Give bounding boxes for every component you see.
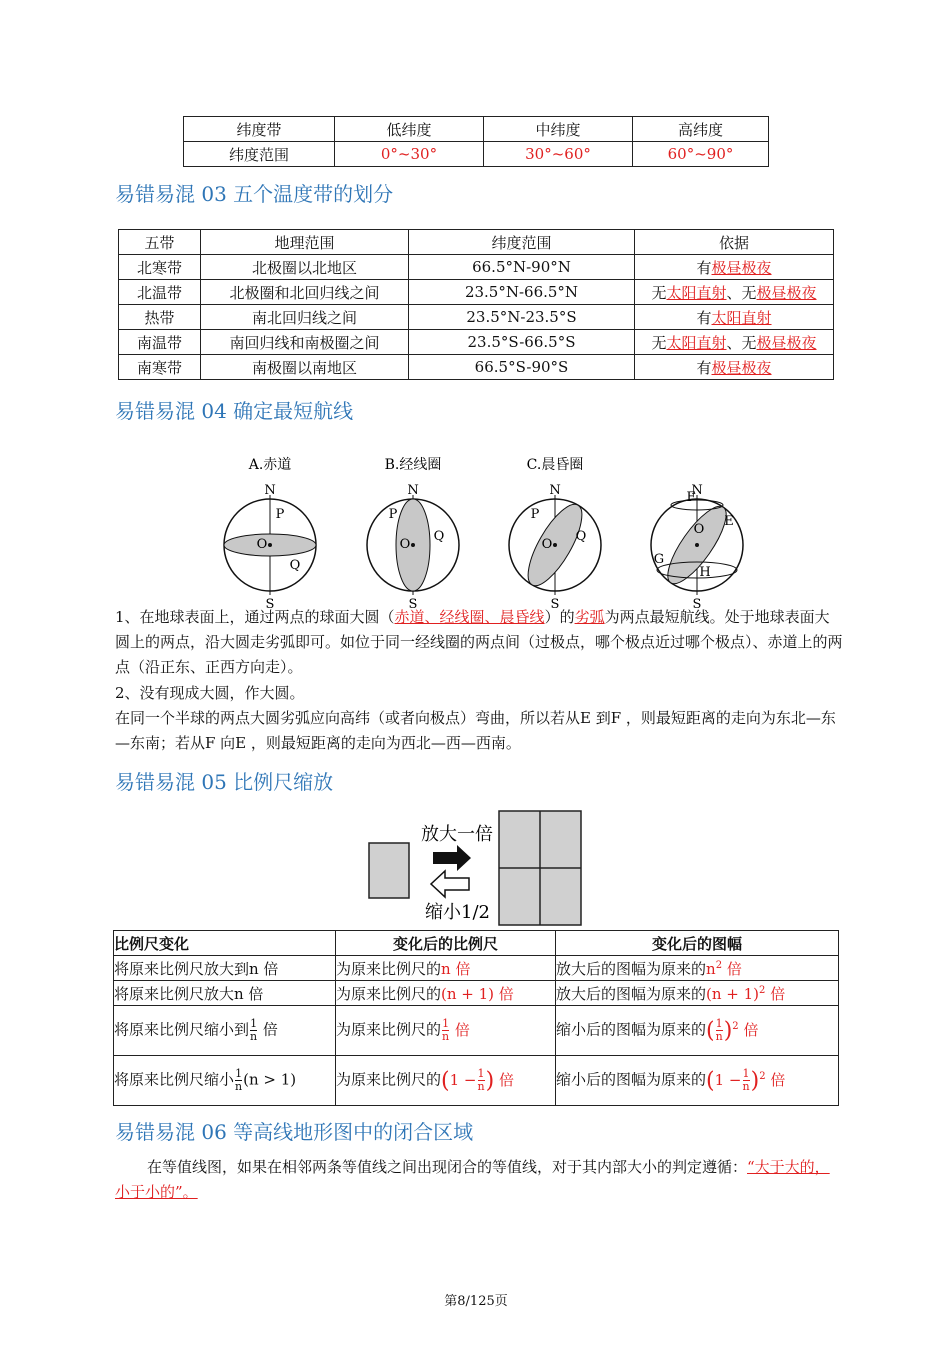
cell: 北温带 [119, 280, 201, 305]
great-circle-diagrams [210, 450, 750, 610]
globe-label: P [275, 507, 285, 522]
highlight: “大于大的，小于小的”。 [115, 1158, 830, 1202]
cell: 热带 [119, 305, 201, 330]
globe-label: H [699, 565, 711, 580]
cell: 北极圈和北回归线之间 [201, 280, 409, 305]
table-row [119, 305, 834, 330]
globe-label: C.晨昏圈 [526, 457, 584, 473]
cell: 五带 [119, 230, 201, 255]
globe-label: A.赤道 [248, 457, 292, 473]
basis-cell: 无太阳直射、无极昼极夜 [635, 280, 834, 305]
cell: 为原来比例尺的n 倍 [336, 956, 556, 981]
globe-label: N [691, 483, 703, 498]
table-row [114, 956, 839, 981]
paragraph-06 [115, 1155, 843, 1205]
text: 在等值线图，如果在相邻两条等值线之间出现闭合的等值线，对于其内部大小的判定遵循： [147, 1158, 748, 1176]
highlight: 赤道、经线圈、晨昏线 [394, 608, 545, 626]
cell: 南北回归线之间 [201, 305, 409, 330]
globe-label: S [408, 597, 418, 610]
globe-1 [367, 495, 459, 595]
cell: 北极圈以北地区 [201, 255, 409, 280]
paragraph-04 [115, 605, 843, 756]
globe-label: G [653, 552, 665, 567]
globe-label: N [264, 483, 276, 498]
shrink-label: 缩小1/2 [425, 902, 490, 923]
table-row [119, 330, 834, 355]
table-row [119, 280, 834, 305]
globe-label: O [693, 522, 705, 537]
cell: 缩小后的图幅为原来的( $\frac{1}{n}$ )$^2$ 倍 [556, 1006, 839, 1056]
globe-label: P [388, 507, 398, 522]
heading-05: 易错易混 05 比例尺缩放 [115, 770, 334, 794]
globe-label: B.经线圈 [384, 457, 442, 473]
highlight: 劣弧 [574, 608, 605, 626]
globe-label: Q [575, 529, 587, 544]
cell: 南回归线和南极圈之间 [201, 330, 409, 355]
basis-cell: 有极昼极夜 [635, 255, 834, 280]
cell: 66.5°S-90°S [409, 355, 635, 380]
latitude-zone-table [183, 116, 769, 167]
cell: 变化后的比例尺 [336, 931, 556, 956]
cell: 南寒带 [119, 355, 201, 380]
cell: 高纬度 [633, 117, 769, 142]
table-row [114, 981, 839, 1006]
globe-3 [651, 495, 743, 595]
cell: 0°~30° [335, 142, 484, 167]
cell: 将原来比例尺缩小到 $\frac{1}{n}$ 倍 [114, 1006, 336, 1056]
cell: 依据 [635, 230, 834, 255]
heading-03: 易错易混 03 五个温度带的划分 [115, 182, 394, 206]
cell: 放大后的图幅为原来的$(n + 1)^2$ 倍 [556, 981, 839, 1006]
cell: 66.5°N-90°N [409, 255, 635, 280]
globe-label: S [265, 597, 275, 610]
heading-06: 易错易混 06 等高线地形图中的闭合区域 [115, 1120, 474, 1144]
globe-label: N [549, 483, 561, 498]
globe-label: Q [289, 558, 301, 573]
cell: 为原来比例尺的(n + 1) 倍 [336, 981, 556, 1006]
basis-cell: 有太阳直射 [635, 305, 834, 330]
cell: 纬度范围 [409, 230, 635, 255]
scale-diagram [365, 808, 585, 928]
globe-2 [509, 495, 601, 595]
globe-label: O [541, 537, 553, 552]
globe-label: P [530, 507, 540, 522]
text: ）的 [544, 608, 575, 626]
basis-cell: 有极昼极夜 [635, 355, 834, 380]
cell: 23.5°S-66.5°S [409, 330, 635, 355]
table-row [114, 1006, 839, 1056]
cell: 纬度范围 [184, 142, 335, 167]
cell: 南极圈以南地区 [201, 355, 409, 380]
globe-label: E [724, 514, 734, 529]
text: 2、没有现成大圆，作大圆。 [115, 683, 305, 702]
globe-0 [224, 495, 316, 595]
cell: 将原来比例尺缩小 $\frac{1}{n}$ (n > 1) [114, 1056, 336, 1106]
globe-label: F [686, 490, 696, 505]
globe-label: O [399, 537, 411, 552]
globe-label: N [407, 483, 419, 498]
heading-04: 易错易混 04 确定最短航线 [115, 399, 354, 423]
cell: 北寒带 [119, 255, 201, 280]
cell: 低纬度 [335, 117, 484, 142]
text: 为两点最短航线。处于地球表面大圆上的两点，沿大圆走劣弧即可。如位于同一经线圈的两点间（过极点，哪个极点近过哪个极点）、赤道上的两点（沿正东、正西方向走）。 [115, 608, 843, 677]
cell: 地理范围 [201, 230, 409, 255]
cell: 30°~60° [484, 142, 633, 167]
text: 1、在地球表面上，通过两点的球面大圆（ [115, 608, 395, 626]
cell: 为原来比例尺的(1 − $\frac{1}{n}$ ) 倍 [336, 1056, 556, 1106]
cell: 纬度带 [184, 117, 335, 142]
cell: 将原来比例尺放大n 倍 [114, 981, 336, 1006]
left-arrow-icon [431, 871, 469, 897]
cell: 23.5°N-23.5°S [409, 305, 635, 330]
cell: 南温带 [119, 330, 201, 355]
temperature-zone-table [118, 229, 834, 380]
cell: 60°~90° [633, 142, 769, 167]
globe-label: S [692, 597, 702, 610]
basis-cell: 无太阳直射、无极昼极夜 [635, 330, 834, 355]
table-row [114, 1056, 839, 1106]
cell: 比例尺变化 [114, 931, 336, 956]
scale-change-table [113, 930, 839, 1106]
page-number: 第8/125页 [444, 1294, 508, 1309]
text: 在同一个半球的两点大圆劣弧应向高纬（或者向极点）弯曲，所以若从E 到F ，则最短距离的走向为东北—东—东南；若从F 向E ，则最短距离的走向为西北—西—西南。 [115, 708, 836, 753]
globe-label: Q [433, 529, 445, 544]
cell: 放大后的图幅为原来的$n^2$ 倍 [556, 956, 839, 981]
cell: 为原来比例尺的 $\frac{1}{n}$ 倍 [336, 1006, 556, 1056]
cell: 缩小后的图幅为原来的(1 − $\frac{1}{n}$ )$^2$ 倍 [556, 1056, 839, 1106]
table-row [119, 255, 834, 280]
cell: 23.5°N-66.5°N [409, 280, 635, 305]
small-map [369, 843, 409, 898]
cell: 中纬度 [484, 117, 633, 142]
right-arrow-icon [433, 845, 471, 871]
globe-label: O [256, 537, 268, 552]
globe-label: S [550, 597, 560, 610]
cell: 变化后的图幅 [556, 931, 839, 956]
table-row [119, 355, 834, 380]
cell: 将原来比例尺放大到n 倍 [114, 956, 336, 981]
enlarge-label: 放大一倍 [421, 824, 493, 845]
